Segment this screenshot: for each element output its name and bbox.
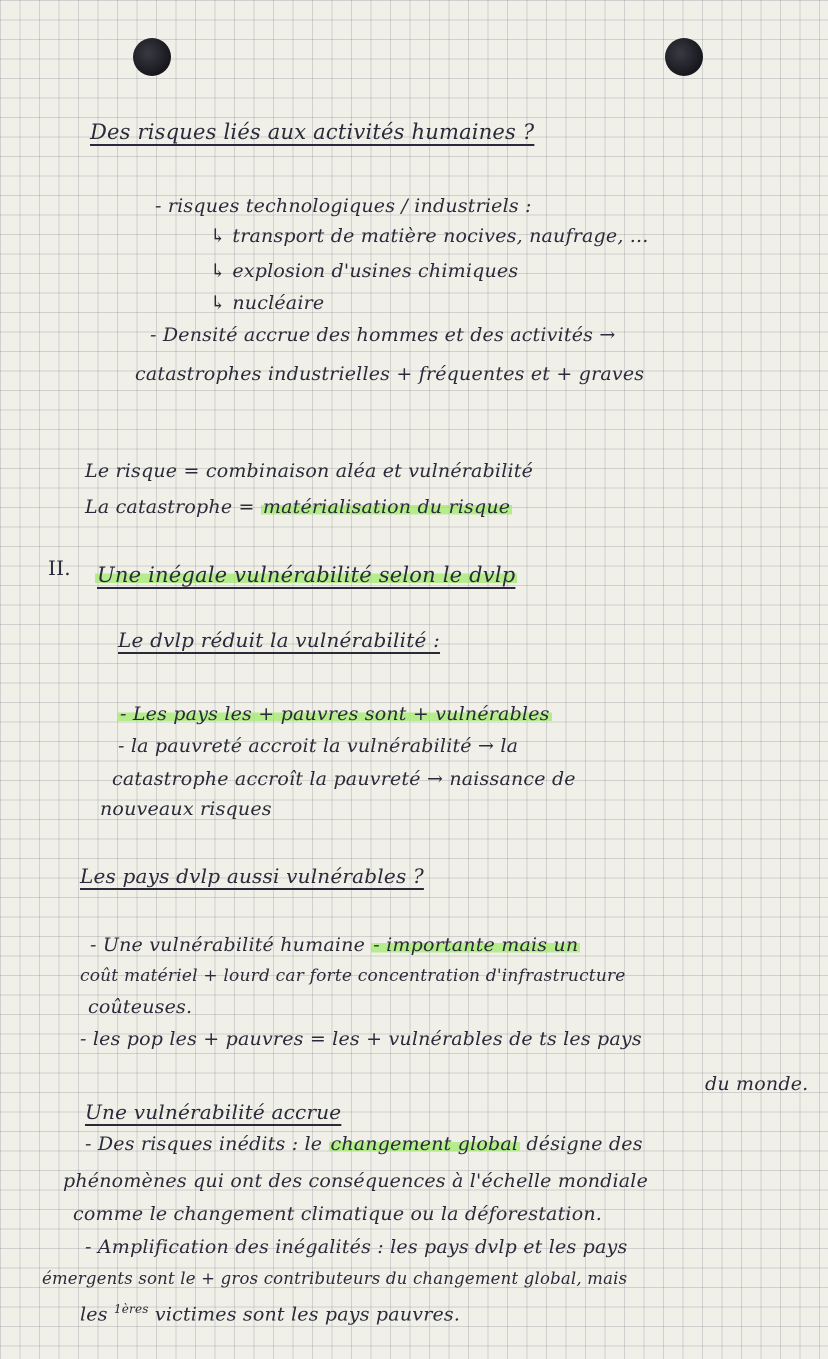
aussi-line-3: coûteuses.: [88, 996, 193, 1018]
accrue-line-1: [85, 1135, 643, 1154]
definition-catastrophe-highlight: matérialisation du risque: [262, 496, 511, 518]
accrue-line-1-highlight: changement global: [330, 1133, 519, 1155]
accrue-line-5: émergents sont le + gros contributeurs du changement global, mais: [42, 1269, 628, 1288]
reduit-line-2: - la pauvreté accroit la vulnérabilité → la: [118, 735, 519, 757]
accrue-line-6-prefix: les: [80, 1303, 114, 1326]
tech-risk-item: ↳ explosion d'usines chimiques: [210, 260, 519, 282]
accrue-line-6-sup: 1ères: [113, 1302, 149, 1316]
aussi-line-4: - les pop les + pauvres = les + vulnérables de ts les pays: [80, 1028, 642, 1050]
aussi-line-2: coût matériel + lourd car forte concentration d'infrastructure: [80, 966, 626, 986]
accrue-line-2: phénomènes qui ont des conséquences à l'échelle mondiale: [63, 1170, 649, 1192]
tech-risk-item: ↳ transport de matière nocives, naufrage, ...: [210, 225, 649, 247]
aussi-line-5: du monde.: [705, 1073, 809, 1095]
definition-catastrophe: [85, 498, 512, 517]
section2-title: Une inégale vulnérabilité selon le dvlp: [97, 563, 516, 587]
accrue-heading: Une vulnérabilité accrue: [85, 1100, 342, 1124]
accrue-line-4: - Amplification des inégalités : les pays dvlp et les pays: [85, 1236, 628, 1258]
aussi-line-1-highlight: - importante mais un: [373, 934, 579, 956]
accrue-line-3: comme le changement climatique ou la déforestation.: [73, 1203, 603, 1225]
reduit-heading: Le dvlp réduit la vulnérabilité :: [118, 628, 441, 652]
binder-hole-right: [665, 38, 703, 76]
accrue-line-6: [80, 1303, 460, 1324]
reduit-line-4: nouveaux risques: [100, 798, 272, 820]
section2-roman: II.: [48, 556, 71, 580]
aussi-line-1-prefix: - Une vulnérabilité humaine: [90, 934, 372, 956]
accrue-line-1-prefix: - Des risques inédits : le: [85, 1133, 329, 1155]
aussi-heading: Les pays dvlp aussi vulnérables ?: [80, 864, 424, 888]
definition-catastrophe-prefix: La catastrophe =: [85, 496, 261, 518]
definition-risque: Le risque = combinaison aléa et vulnérabilité: [85, 460, 534, 482]
accrue-line-1-suffix: désigne des: [520, 1133, 643, 1155]
tech-risk-item: ↳ nucléaire: [210, 292, 325, 314]
section1-title: Des risques liés aux activités humaines ?: [90, 120, 535, 144]
reduit-line-1: - Les pays les + pauvres sont + vulnérables: [120, 703, 550, 725]
binder-hole-left: [133, 38, 171, 76]
tech-risks-intro: - risques technologiques / industriels :: [155, 195, 532, 217]
accrue-line-6-suffix: victimes sont les pays pauvres.: [148, 1303, 461, 1326]
reduit-line-3: catastrophe accroît la pauvreté → naissance de: [112, 768, 576, 790]
density-line-1: - Densité accrue des hommes et des activités →: [150, 324, 616, 346]
density-line-2: catastrophes industrielles + fréquentes et + graves: [135, 363, 645, 385]
aussi-line-1: [90, 936, 580, 955]
